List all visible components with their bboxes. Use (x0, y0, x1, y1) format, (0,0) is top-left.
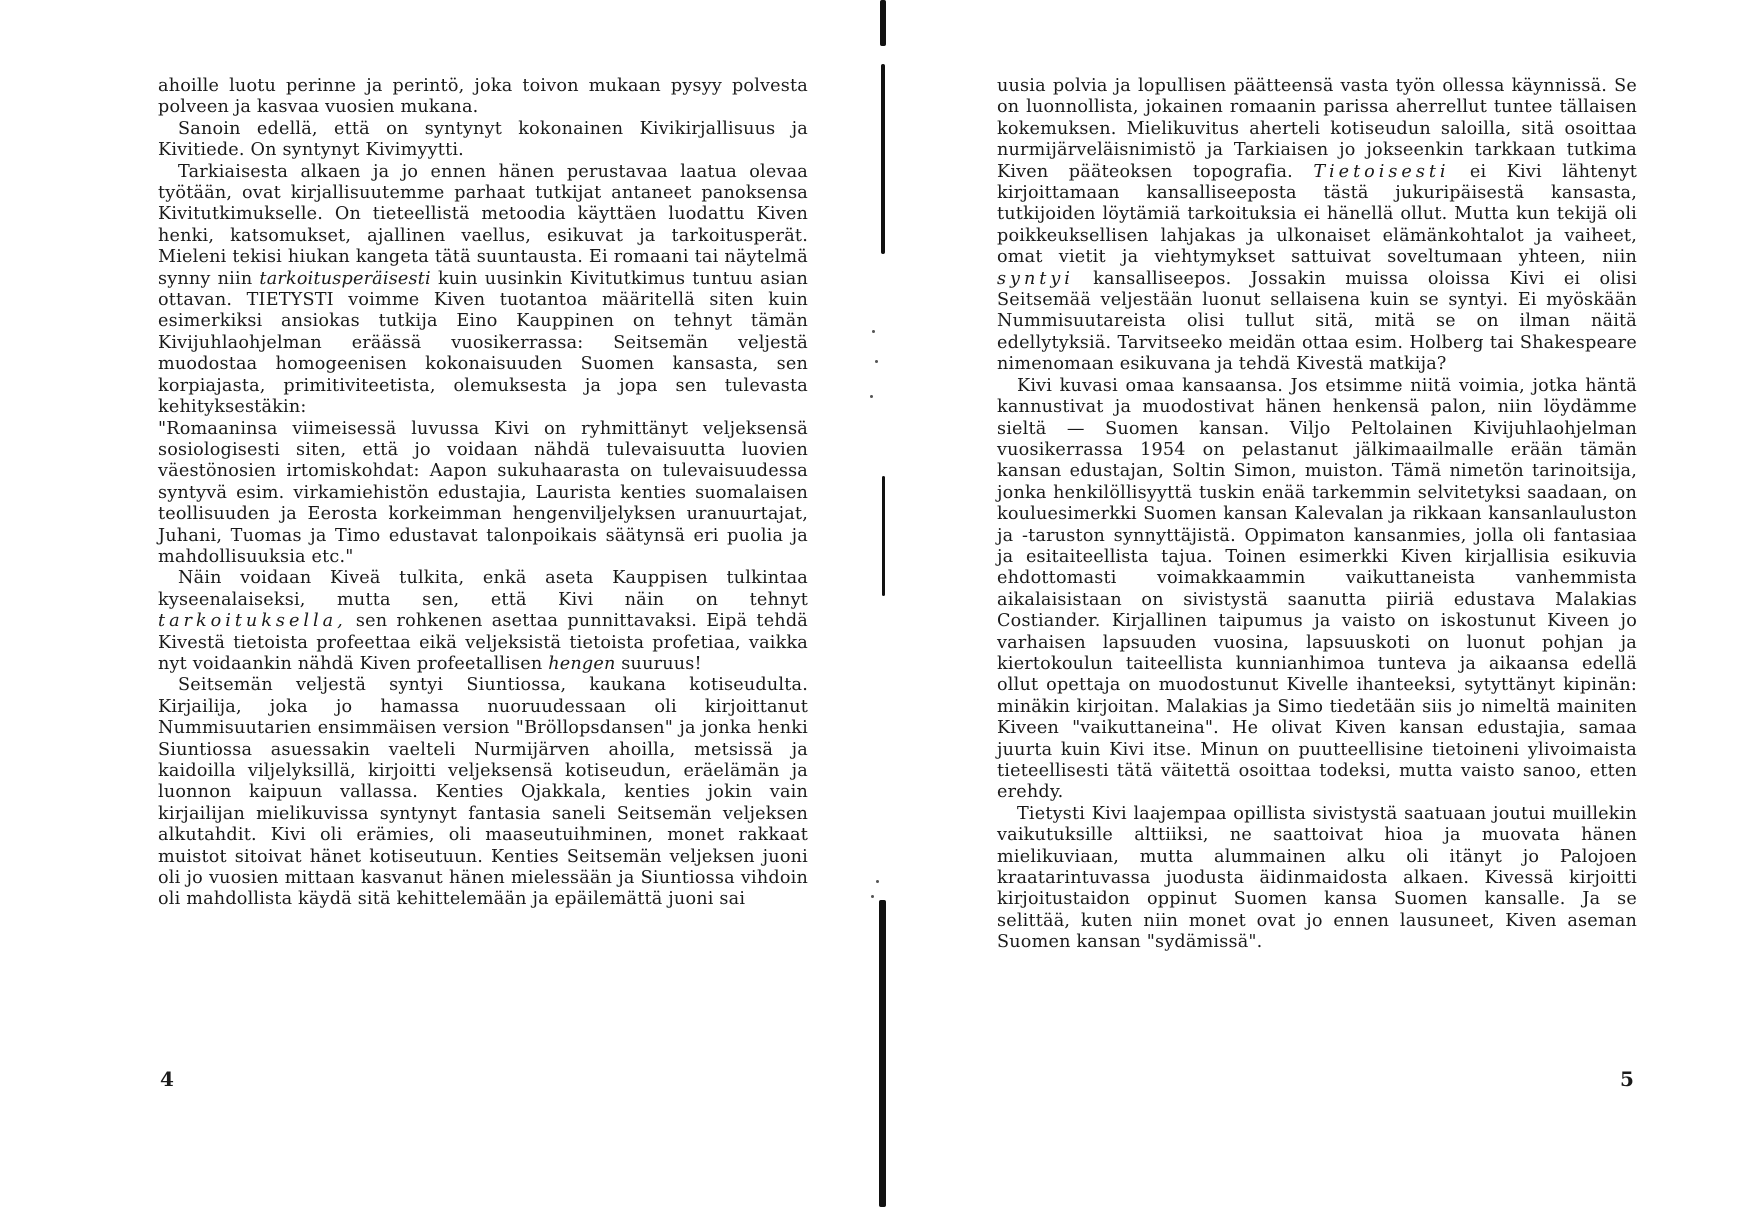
right-paragraph-1-spaced-2: syntyi (997, 268, 1074, 289)
gutter-speck (875, 360, 878, 363)
right-paragraph-1-part-3: ei Kivi lähtenyt kirjoittamaan kansalliseeposta tästä jukuripäisestä kansasta, tutkijoiden löytämiä tarkoituksia ei hänellä ollut. Mutta kun tekijä oli poikkeuksellisen lahjakas ja ulkonaiset elämänkohtalot ja vaiheet, omat vietit ja viehtymykset sattuivat soveltumaan yhteen, niin (997, 161, 1637, 268)
left-page-number: 4 (160, 1067, 174, 1091)
left-paragraph-5-spaced: tarkoituksella, (158, 611, 347, 632)
right-paragraph-1-spaced-1: Tietoisesti (1313, 161, 1450, 182)
gutter-speck (871, 895, 874, 898)
left-paragraph-3-part-1: Tarkiaisesta alkaen ja jo ennen hänen perustavaa laatua olevaa työtään, ovat kirjallisuutemme parhaat tutkijat antaneet panoksensa Kivitutkimukselle. On tieteellistä metoodia käyttäen luodattu Kiven henki, katsomukset, ajallinen vaellus, esikuvat ja tarkoitusperät. Mieleni tekisi hiukan kangeta tätä suuntausta. Ei romaani tai näytelmä synny niin (158, 161, 808, 289)
left-paragraph-5-part-1: Näin voidaan Kiveä tulkita, enkä aseta Kauppisen tulkintaa kyseenalaiseksi, mutta sen, että Kivi näin on tehnyt (158, 568, 808, 610)
right-paragraph-3: Tietysti Kivi laajempaa opillista sivistystä saatuaan joutui muillekin vaikutuksille alttiiksi, ne saattoivat hioa ja muovata hänen mielikuviaan, mutta alummainen alku oli itänyt jo Palojoen kraatarintuvassa juodusta äidinmaidosta alkaen. Kivessä kirjoitti kirjoitustaidon oppinut Suomen kansa Suomen kansalle. Ja se selittää, kuten niin monet ovat jo ennen lausuneet, Kiven aseman Suomen kansan "sydämissä". (997, 803, 1637, 953)
gutter-line-bottom (879, 900, 886, 1207)
gutter-speck (870, 395, 873, 398)
gutter-line-top (880, 0, 886, 46)
right-paragraph-2: Kivi kuvasi omaa kansaansa. Jos etsimme niitä voimia, jotka häntä kannustivat ja muodostivat hänen henkensä palon, niin löydämme sieltä — Suomen kansan. Viljo Peltolainen Kivijuhlaohjelman vuosikerrassa 1954 on pelastanut jälkimaailmalle erään tämän kansan edustajan, Soltin Simon, muiston. Tämä nimetön tarinoitsija, jonka henkilöllisyyttä tuskin enää tarkemmin selvitetyksi saadaan, on kouluesimerkki Suomen kansan Kalevalan ja rikkaan kansanlauluston ja -taruston synnyttäjistä. Oppimaton kansanmies, jolla oli fantasiaa ja esitaiteellista tajua. Toinen esimerkki Kiven kirjallisia esikuvia ehdottomasti voimakkaammin vaikuttaneista vanhemmista aikalaisistaan on sivistystä saanutta piiriä edustava Malakias Costiander. Kirjallinen taipumus ja vaisto on iskostunut Kiveen jo varhaisen lapsuuden vuosina, lapsuuskoti on luonut pohjan ja kiertokoulun taiteellista kunnianhimoa tunteva ja aikaansa edellä ollut opettaja on muodostunut Kivelle ihanteeksi, sytyttänyt kipinän: minäkin kirjoitan. Malakias ja Simo tiedetään siis jo nimeltä mainiten Kiveen "vaikuttaneina". He olivat Kiven kansan edustajia, samaa juurta kuin Kivi itse. Minun on puutteellisine tietoineni ylivoimaista tieteellisesti tätä väitettä osoittaa todeksi, mutta vaisto sanoo, etten erehdy. (997, 375, 1637, 803)
left-paragraph-3-italic: tarkoitusperäisesti (259, 268, 431, 289)
right-paragraph-1 (997, 76, 1637, 376)
gutter-line-middle (882, 476, 885, 596)
left-paragraph-6: Seitsemän veljestä syntyi Siuntiossa, kaukana kotiseudulta. Kirjailija, joka jo hamassa nuoruudessaan oli kirjoittanut Nummisuutarien ensimmäisen version "Bröllopsdansen" ja jonka henki Siuntiossa asuessakin vaelteli Nurmijärven ahoilla, metsissä ja kaidoilla viljelyksillä, kirjoitti veljeksensä kotiseudun, eräelämän ja luonnon kaipuun vallassa. Kenties Ojakkala, kenties jokin vain kirjailijan mielikuvissa syntynyt fantasia saneli Seitsemän veljeksen alkutahdit. Kivi oli erämies, oli maaseutuihminen, monet rakkaat muistot sitoivat hänet kotiseutuun. Kenties Seitsemän veljeksen juoni oli jo vuosien mittaan kasvanut hänen mielessään ja Siuntiossa vihdoin oli mahdollista käydä sitä kehittelemään ja epäilemättä juoni sai (158, 675, 808, 910)
left-page-text (158, 76, 808, 911)
right-paragraph-1-part-1: uusia polvia ja lopullisen päätteensä vasta työn ollessa käynnissä. Se on luonnollista, jokainen romaanin parissa aherrellut tuntee tällaisen kokemuksen. Mielikuvitus aherteli kotiseudun saloilla, sitä osoittaa nurmijärveläisnimistö ja Tarkiaisen jo jokseenkin tarkkaan tutkima Kiven pääteoksen topografia. (997, 76, 1637, 182)
left-paragraph-5 (158, 568, 808, 675)
gutter-speck (872, 330, 875, 333)
gutter-speck (876, 880, 879, 883)
gutter-line-upper (881, 64, 885, 254)
left-paragraph-3 (158, 162, 808, 419)
left-paragraph-1: ahoille luotu perinne ja perintö, joka toivon mukaan pysyy polvesta polveen ja kasvaa vuosien mukana. (158, 76, 808, 118)
left-paragraph-3-part-3: kuin uusinkin Kivitutkimus tuntuu asian ottavan. TIETYSTI voimme Kiven tuotantoa määritellä siten kuin esimerkiksi ansiokas tutkija Eino Kauppinen on tehnyt tämän Kivijuhlaohjelman eräässä vuosikerrassa: Seitsemän veljestä muodostaa homogeenisen kokonaisuuden Suomen kansasta, sen korpiajasta, primitiviteetista, olemuksesta ja jopa sen tulevasta kehityksestäkin: (158, 268, 808, 418)
right-paragraph-1-part-5: kansalliseepos. Jossakin muissa oloissa Kivi ei olisi Seitsemää veljestään luonut sellaisena kuin se syntyi. Ei myöskään Nummisuutareista olisi tullut sitä, mitä se on ilman näitä edellytyksiä. Tarvitseeko meidän ottaa esim. Holberg tai Shakespeare nimenomaan esikuvana ja tehdä Kivestä matkija? (997, 268, 1637, 375)
left-quote: "Romaaninsa viimeisessä luvussa Kivi on ryhmittänyt veljeksensä sosiologisesti siten, että jo voidaan nähdä tulevaisuutta luovien väestönosien irtomiskohdat: Aapon sukuhaarasta on tulevaisuudessa syntyvä esim. virkamiehistön edustajia, Laurista kenties suomalaisen teollisuuden ja Eerosta korkeimman hengenviljelyksen uranuurtajat, Juhani, Tuomas ja Timo edustavat talonpoikais säätynsä eri puolia ja mahdollisuuksia etc." (158, 418, 808, 567)
right-page-text (997, 76, 1637, 954)
left-paragraph-5-part-5: suuruus! (615, 653, 702, 674)
left-paragraph-5-part-3: sen rohkenen asettaa punnittavaksi. Eipä tehdä Kivestä tietoista profeettaa eikä veljeksistä tietoista profetiaa, vaikka nyt voidaankin nähdä Kiven profeetallisen (158, 611, 808, 674)
left-paragraph-5-italic: hengen (548, 653, 616, 674)
right-page-number: 5 (1620, 1067, 1634, 1091)
left-paragraph-2: Sanoin edellä, että on syntynyt kokonainen Kivikirjallisuus ja Kivitiede. On syntynyt Kivimyytti. (158, 118, 808, 161)
